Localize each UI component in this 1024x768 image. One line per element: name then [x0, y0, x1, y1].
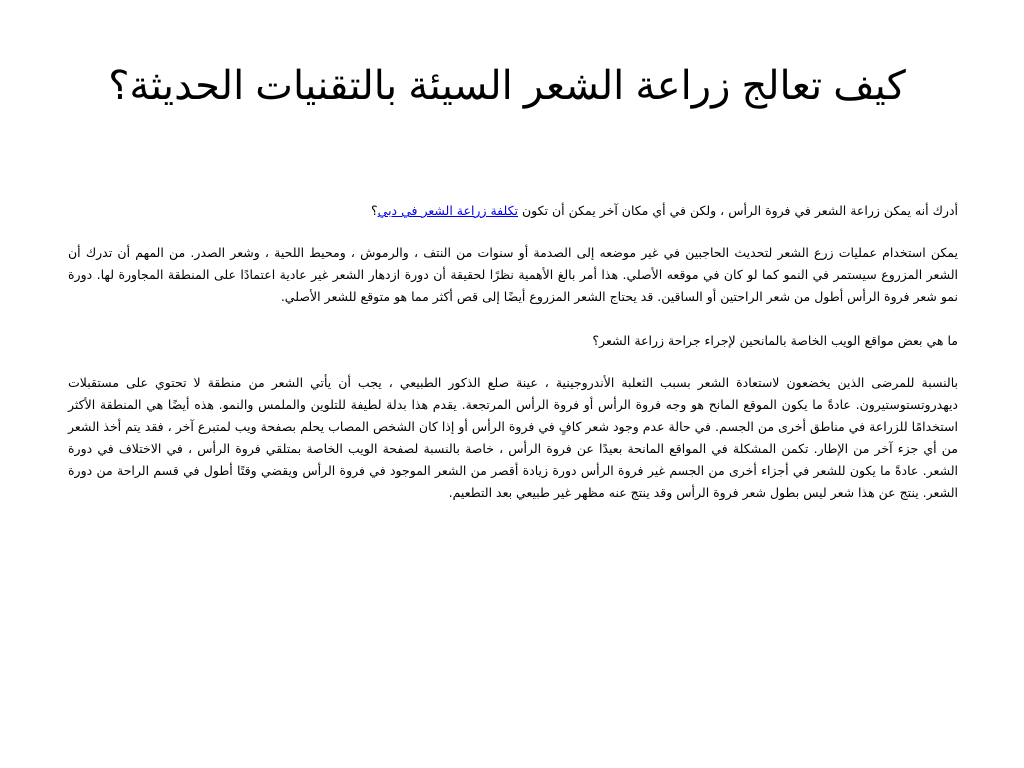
- intro-question-mark: ؟: [371, 203, 378, 218]
- hair-transplant-cost-link[interactable]: تكلفة زراعة الشعر في دبي: [377, 203, 519, 218]
- paragraph-uses: يمكن استخدام عمليات زرع الشعر لتحديث الحاجبين في غير موضعه إلى الصدمة أو سنوات من النتف ، والرموش ، ومحيط اللحية ، وشعر الصدر. من المهم أن تدرك أن الشعر المزروع سيستمر في النمو كما لو كان في موقعه الأصلي. هذا أمر بالغ الأهمية نظرًا لحقيقة أن دورة ازدهار الشعر غير عادية اعتمادًا على المنطقة المجاورة لها. دورة نمو شعر فروة الرأس أطول من شعر الراحتين أو الساقين. قد يحتاج الشعر المزروع أيضًا إلى قص أكثر مما هو متوقع للشعر الأصلي.: [68, 245, 958, 304]
- slide-title: كيف تعالج زراعة الشعر السيئة بالتقنيات الحديثة؟: [108, 64, 906, 108]
- donor-sites-question: ما هي بعض مواقع الويب الخاصة بالمانحين لإجراء جراحة زراعة الشعر؟: [592, 333, 958, 348]
- intro-paragraph: [68, 200, 958, 222]
- intro-text: أدرك أنه يمكن زراعة الشعر في فروة الرأس ، ولكن في أي مكان آخر يمكن أن تكون: [518, 203, 958, 218]
- paragraph-donor-sites: بالنسبة للمرضى الذين يخضعون لاستعادة الشعر بسبب الثعلبة الأندروجينية ، عينة صلع الذكور الطبيعي ، يجب أن يأتي الشعر من منطقة لا تحتوي على مستقبلات ديهدروتستوستيرون. عادةً ما يكون الموقع المانح هو وجه فروة الرأس أو فروة الرأس المرتجعة. يقدم هذا بدلة لطيفة للتلوين والملمس والنمو. هذه أيضًا هي المنطقة الأكثر استخدامًا للزراعة في مناطق أخرى من الجسم. في حالة عدم وجود شعر كافٍ في فروة الرأس أو إذا كان الشخص المصاب يحلم بصفحة ويب لمتبرع آخر ، فقد يتم أخذ الشعر من أي جزء آخر من الإطار. تكمن المشكلة في المواقع المانحة بعيدًا عن فروة الرأس ، خاصة بالنسبة لصفحة الويب الخاصة بمتلقي فروة الرأس ، في الاختلاف في دورة الشعر. عادةً ما يكون للشعر في أجزاء أخرى من الجسم غير فروة الرأس دورة زيادة أقصر من الشعر الموجود في فروة الرأس ويقضي وقتًا أطول في قسم الراحة من دورة الشعر. ينتج عن هذا شعر ليس بطول شعر فروة الرأس وقد ينتج عنه مظهر غير طبيعي بعد التطعيم.: [68, 375, 958, 500]
- slide-body: [68, 200, 958, 526]
